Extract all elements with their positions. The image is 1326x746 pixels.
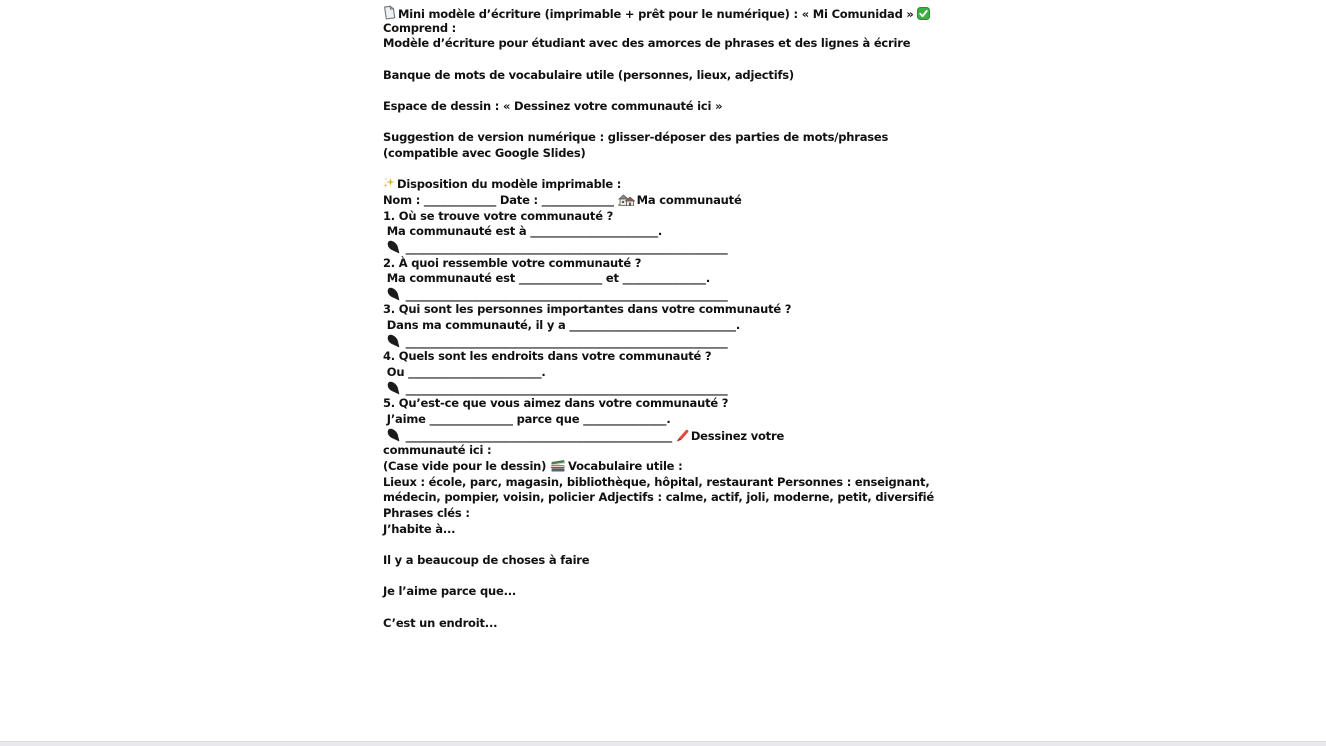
text-line: ________________________________________________ Dessinez votre (383, 428, 943, 444)
text-line: Comprend : (383, 20, 457, 35)
text-line (383, 600, 943, 616)
text-line: Ma communauté est _______________ et _______________. (383, 271, 711, 286)
nib-icon (387, 334, 400, 348)
crayon-icon (676, 428, 689, 442)
text-line: 1. Où se trouve votre communauté ? (383, 208, 614, 223)
text-line: 5. Qu’est-ce que vous aimez dans votre communauté ? (383, 396, 729, 411)
text-line: Modèle d’écriture pour étudiant avec des amorces de phrases et des lignes à écrire (383, 36, 911, 51)
text-line (383, 52, 943, 68)
text-line (383, 162, 943, 178)
nib-icon (387, 287, 400, 301)
text-line (383, 83, 943, 99)
text-line: 4. Quels sont les endroits dans votre communauté ? (383, 349, 712, 364)
text-line: Espace de dessin : « Dessinez votre communauté ici » (383, 98, 723, 113)
text-line: Ma communauté est à _______________________. (383, 224, 663, 239)
text-line: J’habite à... (383, 521, 456, 536)
text-line: Nom : _____________ Date : _____________ Ma communauté (383, 192, 742, 207)
document-text (383, 5, 943, 631)
text-line (383, 537, 943, 553)
books-icon (550, 459, 566, 472)
text-line: Ou ________________________. (383, 365, 546, 380)
text-line: 2. À quoi ressemble votre communauté ? (383, 255, 642, 270)
text-line: communauté ici : (383, 443, 492, 458)
text-line: médecin, pompier, voisin, policier Adjectifs : calme, actif, joli, moderne, petit, diversifié (383, 490, 934, 505)
text-line: (compatible avec Google Slides) (383, 145, 586, 160)
viewport-bottom-edge (0, 741, 1326, 746)
text-line: Je l’aime parce que... (383, 584, 517, 599)
nib-icon (387, 428, 400, 442)
text-line (383, 115, 943, 131)
text-line: __________________________________________________________ (383, 381, 943, 397)
text-line: Banque de mots de vocabulaire utile (personnes, lieux, adjectifs) (383, 67, 794, 82)
page-icon (383, 5, 396, 20)
text-line: 3. Qui sont les personnes importantes dans votre communauté ? (383, 302, 792, 317)
text-line: J’aime _______________ parce que _______________. (383, 412, 671, 427)
text-line (383, 569, 943, 585)
text-line: __________________________________________________________ (383, 334, 943, 350)
text-line: C’est un endroit... (383, 615, 498, 630)
houses-icon (618, 193, 635, 206)
nib-icon (387, 381, 400, 395)
text-line: Suggestion de version numérique : glisser-déposer des parties de mots/phrases (383, 130, 889, 145)
text-line: Disposition du modèle imprimable : (383, 177, 943, 193)
text-line: (Case vide pour le dessin) Vocabulaire utile : (383, 459, 683, 474)
sparkles-icon (383, 177, 395, 190)
text-line: Dans ma communauté, il y a ______________________________. (383, 318, 740, 333)
text-line: Mini modèle d’écriture (imprimable + prêt pour le numérique) : « Mi Comunidad » (383, 5, 943, 21)
text-line: __________________________________________________________ (383, 240, 943, 256)
text-line: Lieux : école, parc, magasin, bibliothèque, hôpital, restaurant Personnes : enseignant, (383, 474, 930, 489)
text-line: __________________________________________________________ (383, 287, 943, 303)
text-line: Il y a beaucoup de choses à faire (383, 552, 590, 567)
nib-icon (387, 240, 400, 254)
text-line: Phrases clés : (383, 506, 470, 520)
check-icon (917, 7, 930, 20)
